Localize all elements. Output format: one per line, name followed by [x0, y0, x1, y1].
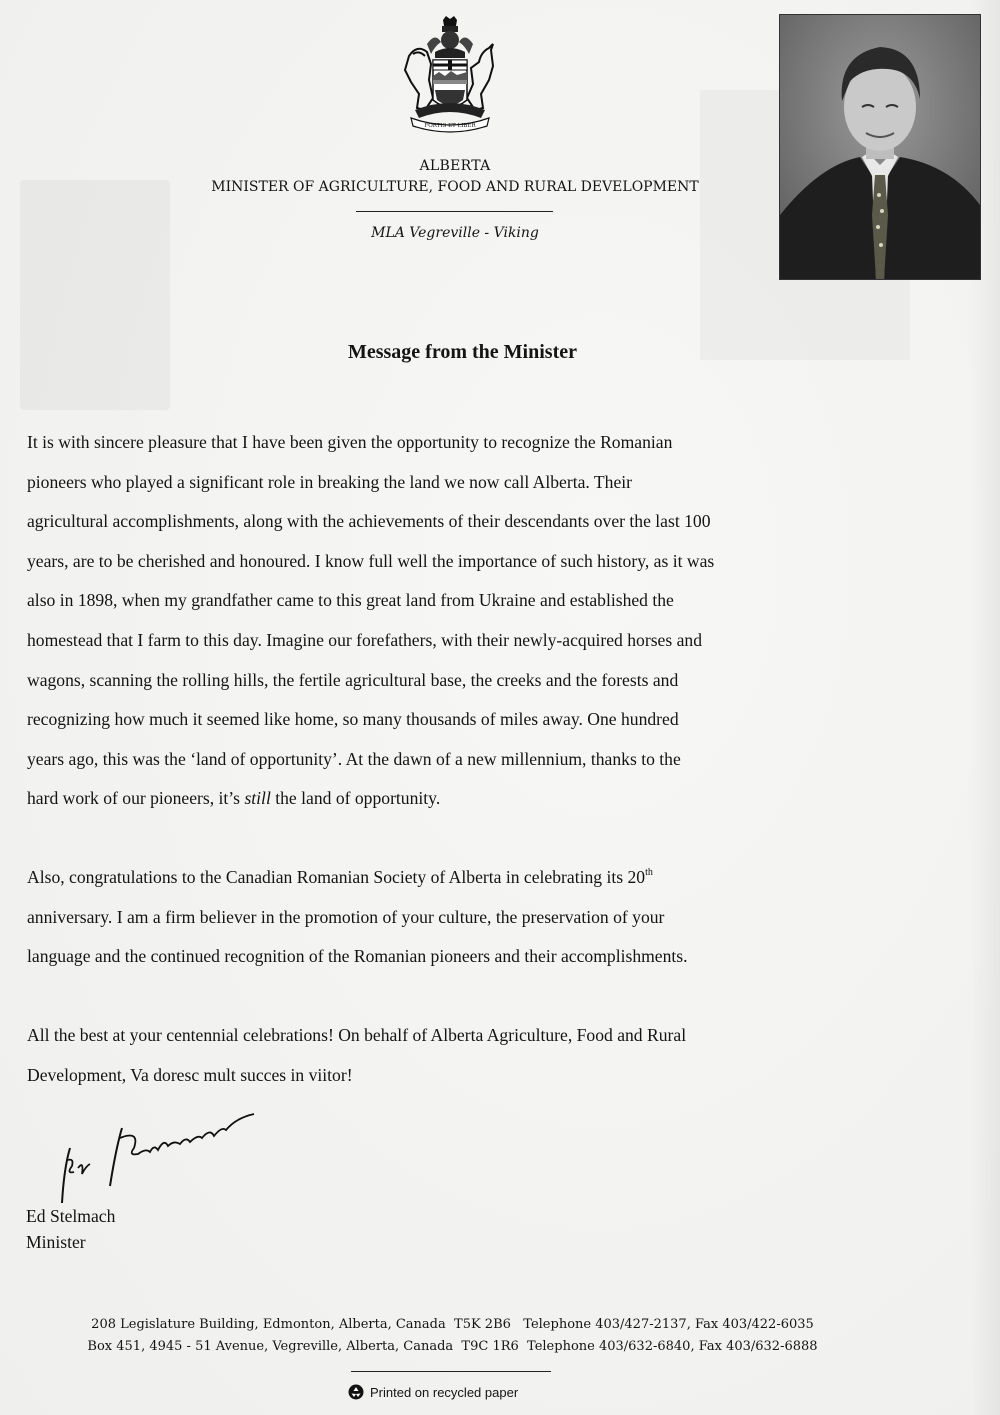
recycled-label: Printed on recycled paper: [370, 1384, 519, 1400]
alberta-coat-of-arms-icon: [395, 14, 505, 136]
paragraph-line: homestead that I farm to this day. Imagine our forefathers, with their newly-acquired horses and: [27, 629, 703, 650]
paragraph-line: pioneers who played a significant role in breaking the land we now call Alberta. Their: [27, 471, 632, 492]
text-run: the land of opportunity.: [270, 788, 441, 809]
message-paragraph-1: [27, 423, 987, 819]
paragraph-line: also in 1898, when my grandfather came to this great land from Ukraine and established the: [27, 590, 674, 611]
paragraph-line: anniversary. I am a firm believer in the promotion of your culture, the preservation of your: [27, 906, 665, 927]
paragraph-line: years, are to be cherished and honoured. I know full well the importance of such history, as it was: [27, 550, 715, 571]
paragraph-line: [27, 858, 987, 898]
letterhead-province: ALBERTA: [419, 158, 491, 174]
message-paragraph-3: [27, 1016, 987, 1095]
paragraph-line: wagons, scanning the rolling hills, the fertile agricultural base, the creeks and the forests and: [27, 669, 679, 690]
paragraph-line: Development, Va doresc mult succes in viitor!: [27, 1064, 353, 1085]
letterhead-divider: [356, 211, 553, 212]
signatory-title: Minister: [26, 1232, 86, 1252]
paragraph-line: [27, 779, 987, 819]
signatory-name: Ed Stelmach: [26, 1206, 116, 1226]
handwritten-signature-icon: [50, 1108, 280, 1203]
paragraph-line: language and the continued recognition of the Romanian pioneers and their accomplishments.: [27, 946, 688, 967]
paragraph-line: recognizing how much it seemed like home, so many thousands of miles away. One hundred: [27, 709, 679, 730]
text-run: Also, congratulations to the Canadian Romanian Society of Alberta in celebrating its 20: [27, 867, 646, 887]
footer-address-edmonton: 208 Legislature Building, Edmonton, Alberta, Canada T5K 2B6 Telephone 403/427-2137, Fax 403/422-6035: [91, 1317, 814, 1332]
svg-text:FORTIS ET LIBER: FORTIS ET LIBER: [424, 123, 476, 129]
footer-address-vegreville: Box 451, 4945 - 51 Avenue, Vegreville, Alberta, Canada T9C 1R6 Telephone 403/632-6840, Fax 403/632-6888: [87, 1339, 818, 1354]
recycled-paper-notice: [348, 1384, 518, 1400]
paragraph-line: years ago, this was the ‘land of opportunity’. At the dawn of a new millennium, thanks to the: [27, 748, 681, 769]
footer-divider: [351, 1371, 551, 1372]
letterhead-ministry: MINISTER OF AGRICULTURE, FOOD AND RURAL DEVELOPMENT: [211, 179, 699, 195]
page-title: Message from the Minister: [347, 341, 577, 363]
letterhead-mla: MLA Vegreville - Viking: [371, 225, 539, 241]
paragraph-line: It is with sincere pleasure that I have been given the opportunity to recognize the Romanian: [27, 432, 673, 452]
recycle-icon: [348, 1384, 364, 1400]
ordinal-suffix: th: [645, 867, 653, 878]
paragraph-line: agricultural accomplishments, along with the achievements of their descendants over the last 100: [27, 511, 711, 532]
portrait-icon: [780, 15, 980, 279]
message-paragraph-2: [27, 858, 987, 977]
paragraph-line: All the best at your centennial celebrations! On behalf of Alberta Agriculture, Food and Rural: [27, 1025, 687, 1045]
emphasis-still: still: [244, 788, 271, 809]
bleed-through-photo: [20, 180, 170, 410]
minister-portrait-photo: [779, 14, 981, 280]
text-run: hard work of our pioneers, it’s: [27, 788, 245, 809]
